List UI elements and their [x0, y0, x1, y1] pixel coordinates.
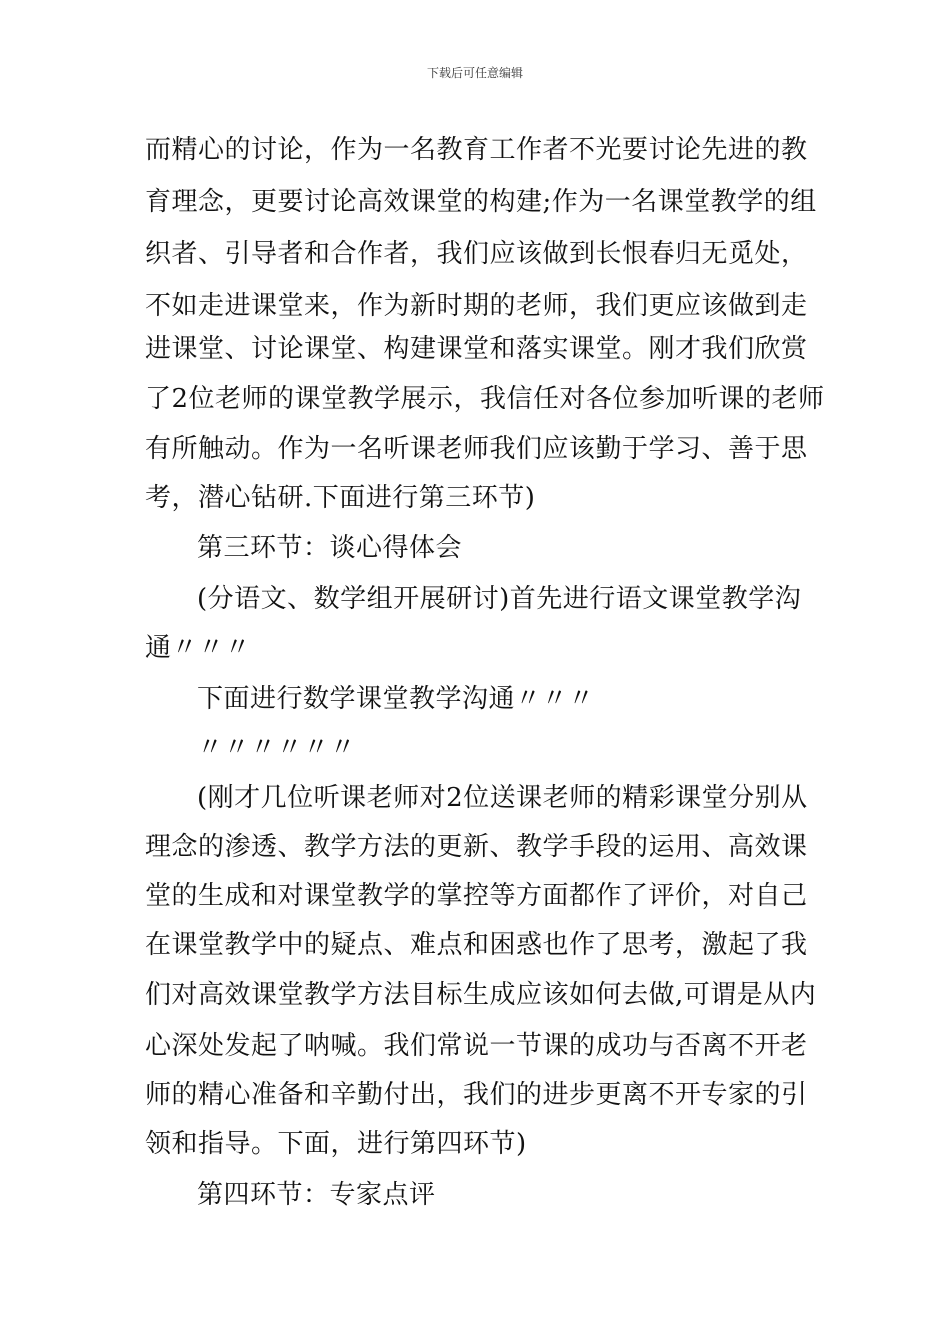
section-heading-3: 第三环节：谈心得体会 [197, 533, 463, 563]
paragraph-line: 在课堂教学中的疑点、难点和困惑也作了思考，激起了我 [145, 930, 808, 960]
paragraph-line: 〃〃〃〃〃〃 [197, 733, 357, 763]
paragraph-line: 而精心的讨论，作为一名教育工作者不光要讨论先进的教 [145, 135, 808, 165]
paragraph-line: 们对高效课堂教学方法目标生成应该如何去做,可谓是从内 [145, 980, 817, 1010]
paragraph-line: 师的精心准备和辛勤付出，我们的进步更离不开专家的引 [145, 1080, 808, 1110]
paragraph-line: 考，潜心钻研.下面进行第三环节) [145, 483, 536, 513]
paragraph-line: 有所触动。作为一名听课老师我们应该勤于学习、善于思 [145, 434, 808, 464]
paragraph-line: 通〃〃〃 [145, 633, 252, 663]
paragraph-line: (分语文、数学组开展研讨)首先进行语文课堂教学沟 [197, 584, 802, 614]
page-header: 下载后可任意编辑 [426, 66, 523, 80]
paragraph-line: (刚才几位听课老师对2位送课老师的精彩课堂分别从 [197, 783, 808, 813]
paragraph-line: 织者、引导者和合作者，我们应该做到长恨春归无觅处， [145, 239, 808, 269]
paragraph-line: 理念的渗透、教学方法的更新、教学手段的运用、高效课 [145, 832, 808, 862]
paragraph-line: 育理念，更要讨论高效课堂的构建;作为一名课堂教学的组 [145, 187, 817, 217]
paragraph-line: 不如走进课堂来，作为新时期的老师，我们更应该做到走 [145, 291, 808, 321]
paragraph-line: 堂的生成和对课堂教学的掌控等方面都作了评价，对自己 [145, 881, 808, 911]
paragraph-line: 进课堂、讨论课堂、构建课堂和落实课堂。刚才我们欣赏 [145, 334, 808, 364]
paragraph-line: 了2位老师的课堂教学展示，我信任对各位参加听课的老师 [145, 384, 825, 414]
paragraph-line: 心深处发起了呐喊。我们常说一节课的成功与否离不开老 [145, 1031, 808, 1061]
paragraph-line: 领和指导。下面，进行第四环节) [145, 1129, 527, 1159]
paragraph-line: 下面进行数学课堂教学沟通〃〃〃 [197, 684, 595, 714]
section-heading-4: 第四环节：专家点评 [197, 1180, 436, 1210]
